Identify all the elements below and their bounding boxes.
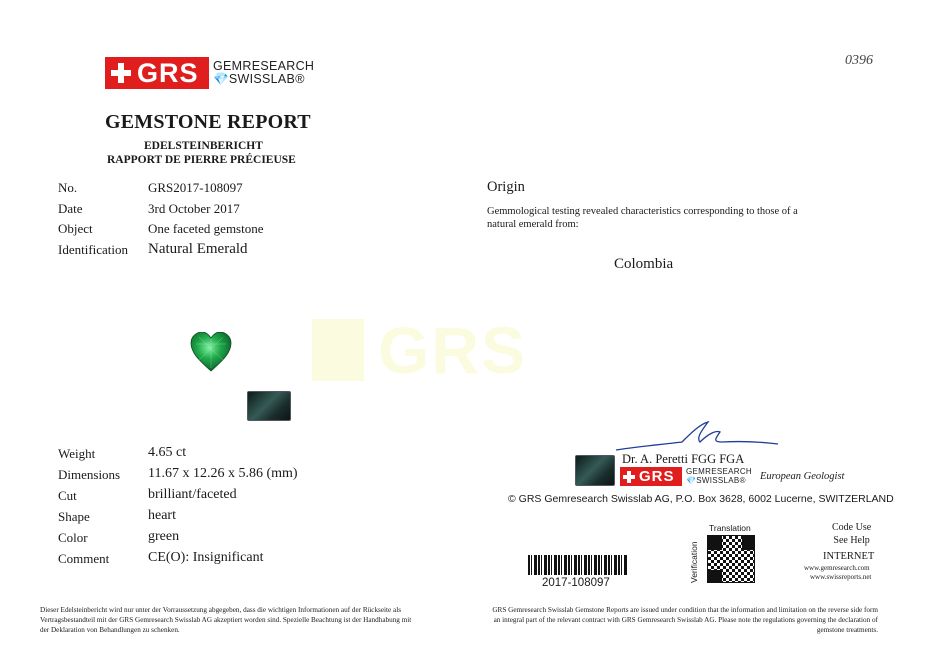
signatory-title: European Geologist [760,471,845,482]
grs-logo-small [620,467,752,486]
label-cut: Cut [58,488,77,503]
registered-small-icon: ® [739,475,746,485]
value-comment: CE(O): Insignificant [148,550,264,565]
hologram-seal [247,391,291,421]
value-cut: brilliant/faceted [148,487,237,502]
qr-code[interactable] [707,535,755,583]
logo-line-2: SWISSLAB [228,72,296,86]
logo-line-2-wrap [213,73,314,86]
barcode [528,555,628,575]
value-color: green [148,529,180,544]
origin-country: Colombia [614,256,674,272]
code-use-text: Code Use [832,522,872,533]
value-object: One faceted gemstone [148,221,264,236]
grs-logo [105,57,314,89]
logo-wordmark-small [686,468,752,485]
diamond-icon: 💎 [213,72,229,86]
value-dimensions: 11.67 x 12.26 x 5.86 (mm) [148,466,298,481]
translation-label: Translation [709,523,751,533]
value-weight: 4.65 ct [148,445,187,460]
handwritten-signature [612,420,782,456]
logo-mark-text: GRS [137,57,199,88]
handwritten-serial: 0396 [845,53,873,68]
origin-text: Gemmological testing revealed characteristics corresponding to those of a natural emerald from: [487,206,798,230]
signatory-name: Dr. A. Peretti FGG FGA [622,452,745,466]
value-identification: Natural Emerald [148,241,248,257]
watermark-cross-icon [312,319,364,381]
diamond-small-icon: 💎 [686,475,697,485]
grs-logo-mark-small [620,467,682,486]
hologram-seal-small [575,455,615,486]
see-help-text: See Help [833,534,870,546]
code-use-help [832,522,871,547]
logo-wordmark [213,60,314,86]
label-shape: Shape [58,509,90,524]
logo-line-1: GEMRESEARCH [213,59,315,73]
report-subtitle-fr: RAPPORT DE PIERRE PRÉCIEUSE [107,154,296,166]
internet-label: INTERNET [823,551,875,562]
lab-address: © GRS Gemresearch Swisslab AG, P.O. Box 3628, 6002 Lucerne, SWITZERLAND [508,493,894,505]
swiss-cross-icon [111,63,131,83]
label-identification: Identification [58,242,129,257]
logo-small-line-2-wrap [686,477,752,486]
report-title: GEMSTONE REPORT [105,111,311,133]
value-date: 3rd October 2017 [148,201,240,216]
logo-small-line-1: GEMRESEARCH [686,467,752,476]
website-swissreports-link[interactable]: www.swissreports.net [810,573,872,581]
report-subtitle-de: EDELSTEINBERICHT [144,140,263,152]
label-object: Object [58,221,93,236]
grs-logo-mark [105,57,209,89]
website-gemresearch-link[interactable]: www.gemresearch.com [804,564,870,572]
origin-title: Origin [487,179,525,195]
label-date: Date [58,201,83,216]
footer-disclaimer-en: GRS Gemresearch Swisslab Gemstone Reports are issued under condition that the information and limitation on the reverse side form an integral part of the relevant contract with GRS Gemresearch Swisslab AG. Please note the regulations governing the declaration of gemstone treatments. [492,606,878,634]
footer-disclaimer-de: Dieser Edelsteinbericht wird nur unter der Vorraussetzung abgegeben, dass die wichtigen Informationen auf der Rückseite als Vertragsbestandteil mit der GRS Gemresearch Swisslab AG akzeptiert worden sind. Spezielle Beachtung ist der Handhabung mit der Deklaration von Behandlungen zu schenken. [40,606,412,634]
value-no: GRS2017-108097 [148,180,243,195]
grs-watermark [312,312,527,388]
verification-label: Verification [689,541,699,583]
logo-small-line-2: SWISSLAB [696,475,740,485]
value-shape: heart [148,508,176,523]
label-comment: Comment [58,551,110,566]
logo-mark-small-text: GRS [639,468,675,485]
label-no: No. [58,180,78,195]
registered-icon: ® [295,72,305,86]
emerald-heart-image [190,332,232,372]
label-weight: Weight [58,446,96,461]
label-color: Color [58,530,88,545]
label-dimensions: Dimensions [58,467,121,482]
swiss-cross-small-icon [623,471,635,483]
barcode-number: 2017-108097 [542,577,610,589]
watermark-text: GRS [378,313,528,387]
